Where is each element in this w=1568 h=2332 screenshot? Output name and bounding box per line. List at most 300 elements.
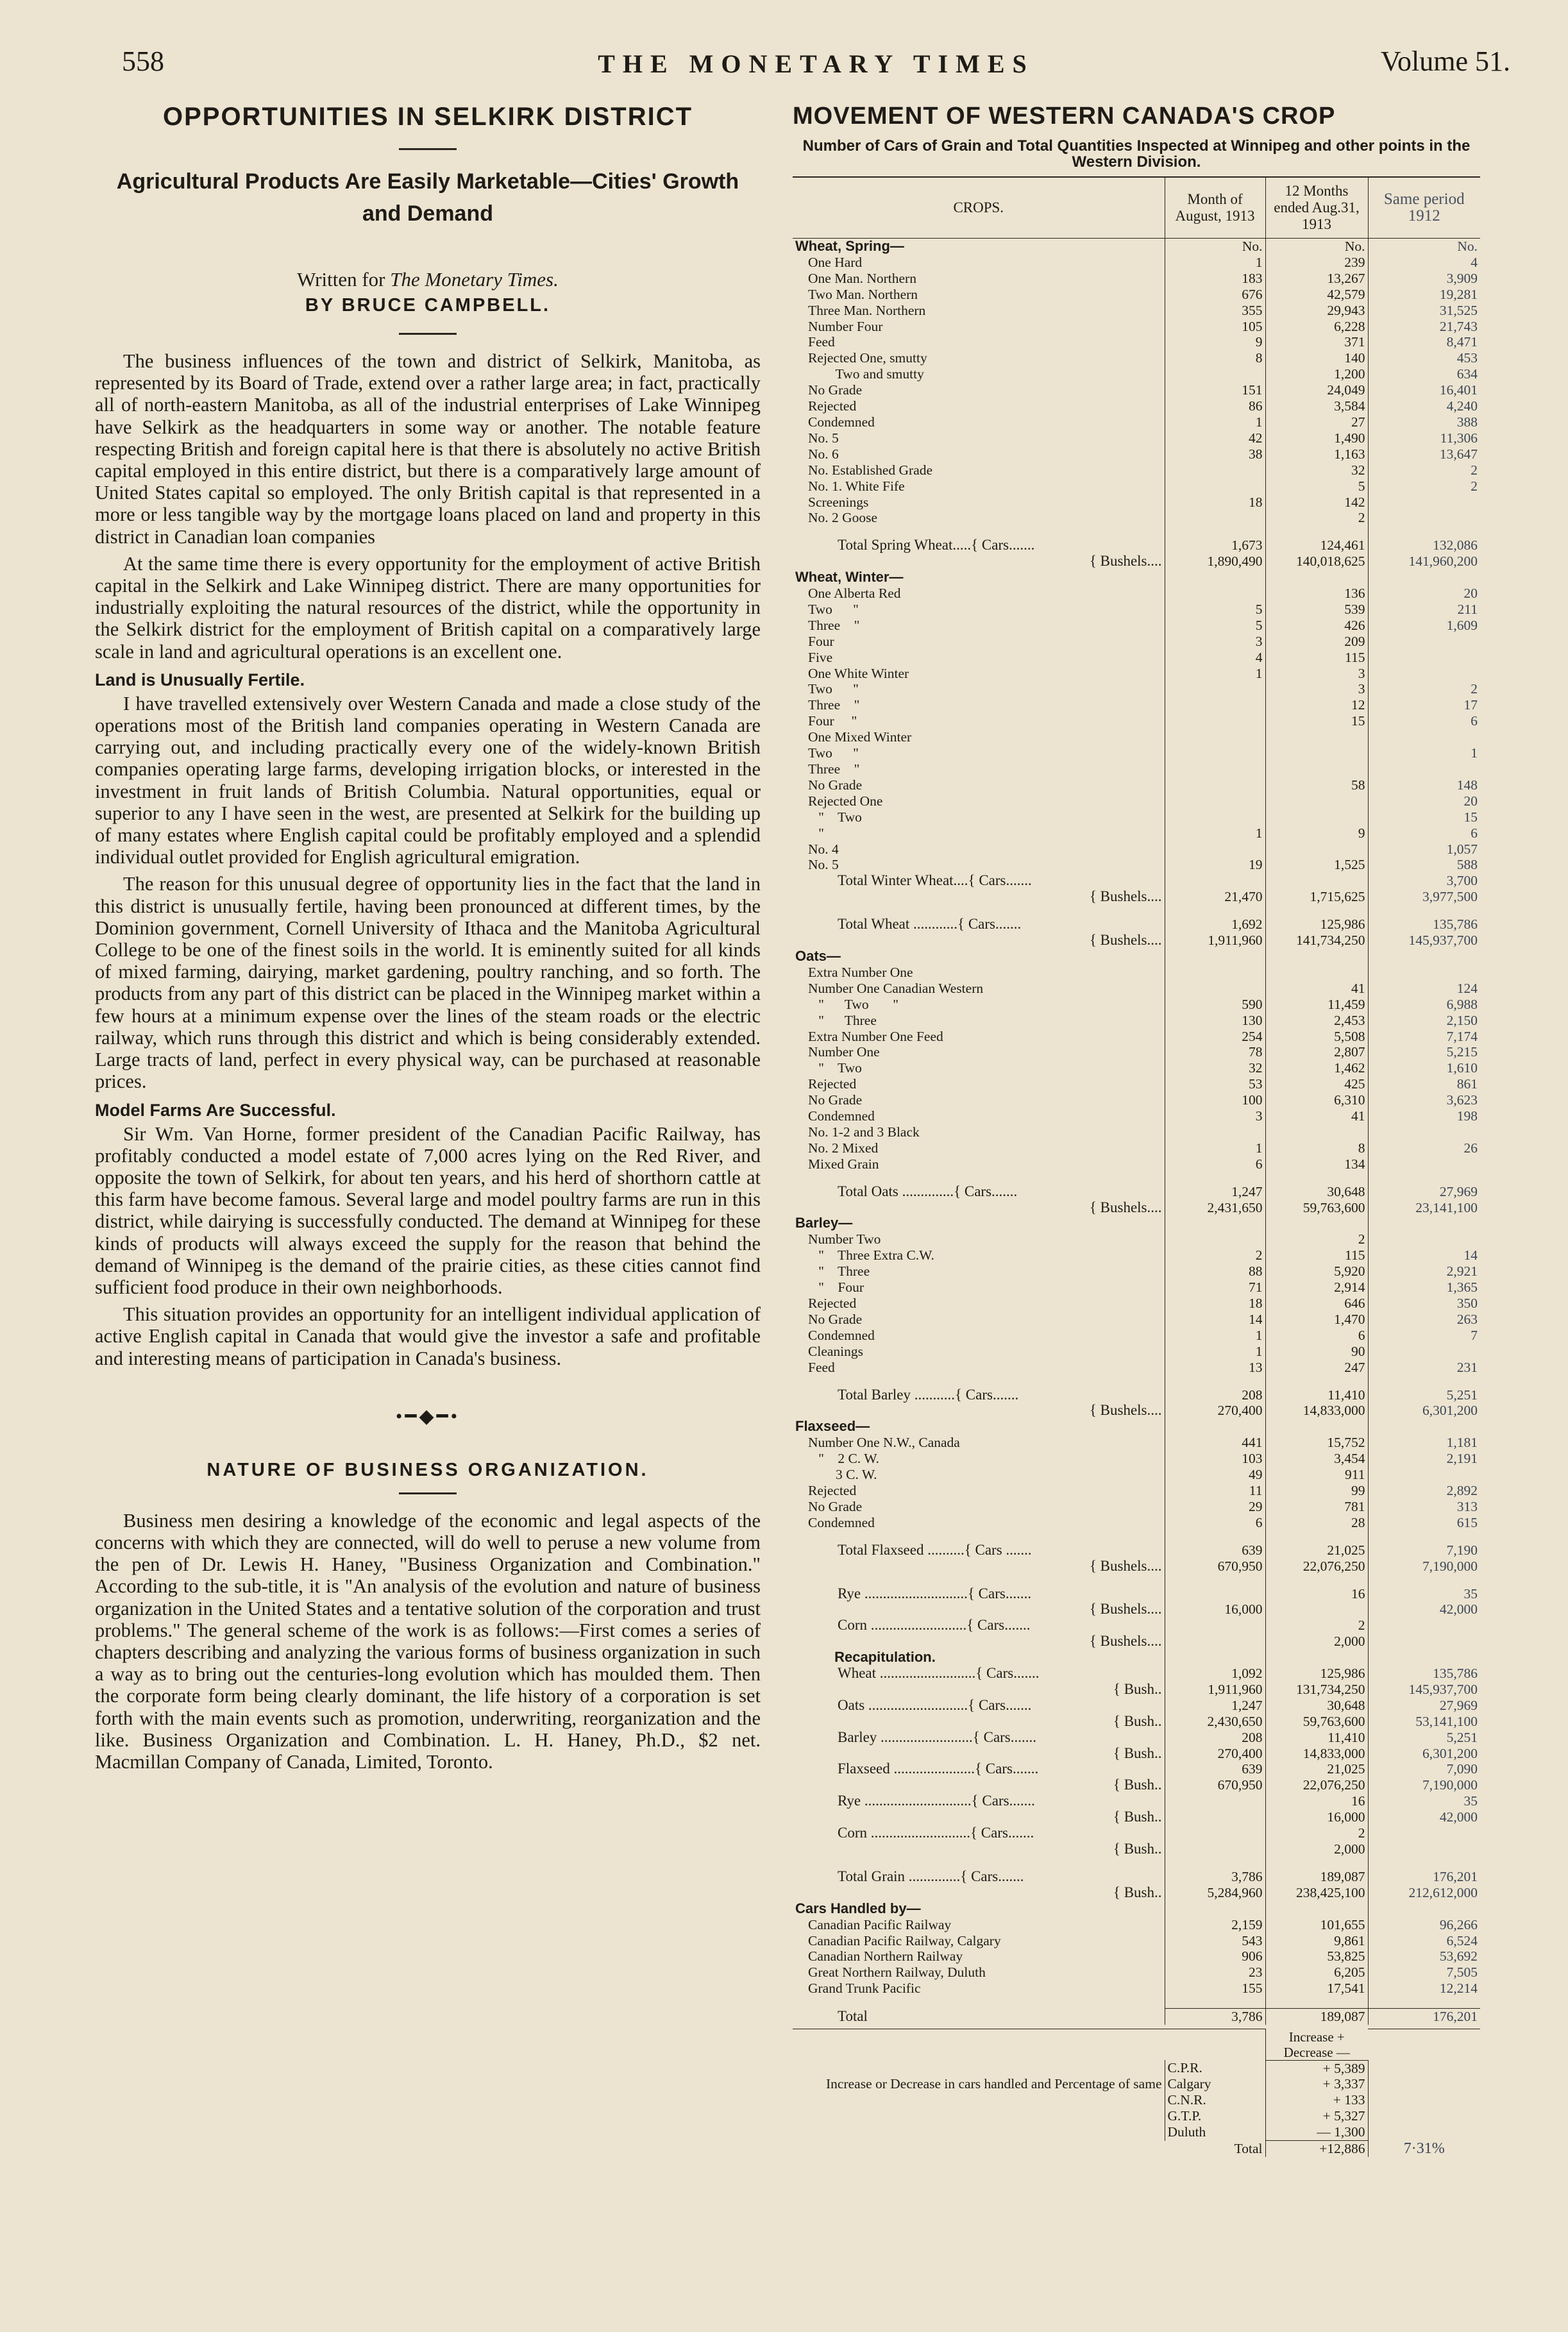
previous-period-value: [1368, 650, 1480, 666]
august-value: [1165, 697, 1265, 713]
twelve-month-value: 13,267: [1265, 271, 1368, 287]
august-value: [1165, 1901, 1265, 1917]
august-value: 441: [1165, 1435, 1265, 1451]
august-value: [1165, 1215, 1265, 1231]
august-value: 676: [1165, 287, 1265, 303]
previous-period-value: 42,000: [1368, 1809, 1480, 1825]
row-label: Two ": [808, 745, 859, 761]
twelve-month-value: 5: [1265, 478, 1368, 494]
row-label: { Bush..: [1113, 1745, 1162, 1761]
row-label: 3 C. W.: [808, 1467, 877, 1483]
twelve-month-value: 2,000: [1265, 1841, 1368, 1857]
spacer-row: [793, 526, 1480, 537]
table-row: [793, 446, 1480, 462]
previous-period-value: 35: [1368, 1793, 1480, 1809]
august-value: 105: [1165, 319, 1265, 335]
previous-period-value: 2,150: [1368, 1013, 1480, 1029]
previous-period-value: 388: [1368, 414, 1480, 430]
row-label: Wheat ..........................{ Cars.......: [838, 1666, 1040, 1682]
row-label: Two Man. Northern: [808, 286, 918, 302]
august-value: 18: [1165, 1296, 1265, 1312]
section-heading-farms: Model Farms Are Successful.: [95, 1100, 336, 1120]
august-value: [1165, 1419, 1265, 1435]
row-label: One Alberta Red: [808, 586, 901, 602]
previous-period-value: 6,301,200: [1368, 1746, 1480, 1762]
left-column: [95, 103, 761, 1778]
previous-period-value: [1368, 1124, 1480, 1140]
row-label: Corn ..........................{ Cars.......: [838, 1618, 1031, 1634]
august-value: 2,430,650: [1165, 1714, 1265, 1730]
twelve-month-value: [1265, 1901, 1368, 1917]
row-label: Oats ...........................{ Cars.......: [838, 1697, 1032, 1713]
previous-period-value: [1368, 1156, 1480, 1172]
increase-label: Increase or Decrease in cars handled and Percentage of same: [826, 2076, 1162, 2092]
august-value: [1165, 1124, 1265, 1140]
total-row: [793, 1403, 1480, 1419]
august-value: 100: [1165, 1092, 1265, 1108]
previous-period-value: 4,240: [1368, 398, 1480, 414]
august-value: 543: [1165, 1933, 1265, 1949]
twelve-month-value: 27: [1265, 414, 1368, 430]
august-value: 21,470: [1165, 889, 1265, 905]
table-row: [793, 666, 1480, 682]
previous-period-value: 2: [1368, 478, 1480, 494]
august-value: 355: [1165, 303, 1265, 319]
previous-period-value: 17: [1368, 697, 1480, 713]
august-value: 130: [1165, 1013, 1265, 1029]
crop-table: [793, 176, 1480, 2025]
previous-period-value: 16,401: [1368, 382, 1480, 398]
august-value: [1165, 681, 1265, 697]
increase-total-label: Total: [1234, 2140, 1263, 2156]
twelve-month-value: 125,986: [1265, 1666, 1368, 1682]
category-row: [793, 1901, 1480, 1917]
table-row: [793, 366, 1480, 382]
august-value: 11: [1165, 1483, 1265, 1499]
twelve-month-value: 646: [1265, 1296, 1368, 1312]
row-label: Great Northern Railway, Duluth: [808, 1964, 986, 1981]
august-value: 86: [1165, 398, 1265, 414]
twelve-month-value: 16: [1265, 1793, 1368, 1809]
table-row: [793, 430, 1480, 446]
table-row: [793, 586, 1480, 602]
row-label: { Bushels....: [1089, 1601, 1162, 1618]
twelve-month-value: [1265, 873, 1368, 889]
previous-period-value: 7: [1368, 1328, 1480, 1344]
row-label: Total Grain ..............{ Cars.......: [838, 1868, 1024, 1884]
twelve-month-value: 239: [1265, 255, 1368, 271]
byline: BY BRUCE CAMPBELL.: [305, 295, 551, 316]
increase-value: — 1,300: [1265, 2124, 1368, 2140]
row-label: " Three: [808, 1012, 877, 1028]
twelve-month-value: 53,825: [1265, 1948, 1368, 1964]
row-label: Number Two: [808, 1231, 881, 1247]
previous-period-value: 27,969: [1368, 1698, 1480, 1714]
previous-period-value: 96,266: [1368, 1917, 1480, 1933]
row-label: { Bush..: [1113, 1713, 1162, 1729]
row-label: Condemned: [808, 1327, 875, 1343]
august-value: 3,786: [1165, 1869, 1265, 1885]
row-label: Four ": [808, 713, 857, 729]
previous-period-value: 7,190,000: [1368, 1777, 1480, 1793]
table-row: [793, 997, 1480, 1013]
row-label: No. 1. White Fife: [808, 478, 905, 494]
twelve-month-value: 6,310: [1265, 1092, 1368, 1108]
previous-period-value: 42,000: [1368, 1601, 1480, 1618]
twelve-month-value: 1,200: [1265, 366, 1368, 382]
total-row: [793, 889, 1480, 905]
august-value: 3: [1165, 1108, 1265, 1124]
previous-period-value: 6,301,200: [1368, 1403, 1480, 1419]
twelve-month-value: 426: [1265, 618, 1368, 634]
row-label: Condemned: [808, 1108, 875, 1124]
row-label: { Bush..: [1113, 1884, 1162, 1900]
august-value: [1165, 809, 1265, 825]
table-row: [793, 494, 1480, 511]
row-label: Flaxseed ......................{ Cars.......: [838, 1761, 1039, 1777]
august-value: No.: [1165, 239, 1265, 255]
total-row: [793, 2009, 1480, 2025]
twelve-month-value: 21,025: [1265, 1761, 1368, 1777]
table-row: [793, 1231, 1480, 1247]
row-label: Rejected: [808, 1482, 857, 1498]
row-label: " Two ": [808, 996, 899, 1012]
total-row: [793, 1601, 1480, 1618]
august-value: 670,950: [1165, 1559, 1265, 1575]
table-row: [793, 1029, 1480, 1045]
august-value: 18: [1165, 494, 1265, 511]
table-row: [793, 255, 1480, 271]
august-value: 1: [1165, 1140, 1265, 1156]
previous-period-value: 35: [1368, 1586, 1480, 1602]
twelve-month-value: [1265, 965, 1368, 981]
row-label: Total Winter Wheat....{ Cars.......: [838, 873, 1032, 889]
august-value: 71: [1165, 1280, 1265, 1296]
paragraph: I have travelled extensively over Western Canada and made a close study of the operations most of the British land companies operating in Western Canada are carrying out, and including practically every one of the widely-known British companies operating large farms, developing irrigation blocks, or interested in the investment in fruit lands of British Columbia. Natural opportunities, equal or superior to any I have seen in the west, are presented at Selkirk for the building up of many estates where English capital could be profitably employed and a splendid individual outlet provided for English agricultural emigration.: [95, 692, 761, 868]
increase-row: [793, 2108, 1480, 2124]
twelve-month-value: [1265, 1215, 1368, 1231]
row-label: Extra Number One Feed: [808, 1028, 943, 1044]
previous-period-value: 453: [1368, 350, 1480, 366]
byline-rule: [399, 333, 457, 335]
row-label: Feed: [808, 334, 835, 350]
page-number: 558: [122, 46, 164, 77]
twelve-month-value: No.: [1265, 239, 1368, 255]
spacer-row: [793, 1172, 1480, 1184]
august-value: 3: [1165, 634, 1265, 650]
row-label: Wheat, Spring—: [795, 238, 904, 254]
increase-value: + 5,389: [1265, 2060, 1368, 2076]
row-label: Three ": [808, 697, 860, 713]
row-label: Rejected: [808, 1076, 857, 1092]
spacer-row: [793, 1857, 1480, 1869]
previous-period-value: 313: [1368, 1499, 1480, 1515]
previous-period-value: 23,141,100: [1368, 1200, 1480, 1216]
previous-period-value: [1368, 965, 1480, 981]
twelve-month-value: 29,943: [1265, 303, 1368, 319]
row-label: Two ": [808, 601, 859, 617]
total-row: [793, 917, 1480, 933]
table-row: [793, 382, 1480, 398]
ornament-divider: •━◆━•: [395, 1405, 460, 1427]
august-value: 6: [1165, 1156, 1265, 1172]
table-row: [793, 965, 1480, 981]
row-label: Extra Number One: [808, 964, 913, 980]
total-row: [793, 553, 1480, 570]
row-label: { Bushels....: [1089, 1199, 1162, 1215]
row-label: Three ": [808, 617, 860, 633]
august-value: 5,284,960: [1165, 1885, 1265, 1901]
twelve-month-value: [1265, 1419, 1368, 1435]
previous-period-value: [1368, 1215, 1480, 1231]
previous-period-value: 6: [1368, 713, 1480, 729]
railway-label: Calgary: [1165, 2076, 1265, 2092]
previous-period-value: 6,524: [1368, 1933, 1480, 1949]
article-body-2: [95, 693, 761, 1093]
august-value: [1165, 1231, 1265, 1247]
table-row: [793, 825, 1480, 841]
total-row: [793, 1586, 1480, 1602]
twelve-month-value: [1265, 949, 1368, 965]
twelve-month-value: 134: [1265, 1156, 1368, 1172]
twelve-month-value: 1,525: [1265, 857, 1368, 873]
table-row: [793, 745, 1480, 761]
previous-period-value: 7,174: [1368, 1029, 1480, 1045]
row-label: Total Wheat ............{ Cars.......: [838, 917, 1022, 933]
row-label: Two ": [808, 681, 859, 697]
paragraph: Sir Wm. Van Horne, former president of the Canadian Pacific Railway, has profitably conducted a model estate of 7,000 acres lying on the Red River, and opposite the town of Selkirk, for about ten years, and his herd of shorthorn cattle at this farm have become famous. Several large and model poultry farms are run in this district, while dairying is successfully conducted. The demand at Winnipeg for these kinds of products will always exceed the supply for the reason that behind the demand of Winnipeg is the demand of the prairie cities, as these cities cannot find sufficient food produce in their own neighborhoods.: [95, 1122, 761, 1298]
previous-period-value: [1368, 634, 1480, 650]
table-row: [793, 777, 1480, 793]
august-value: 183: [1165, 271, 1265, 287]
twelve-month-value: 125,986: [1265, 917, 1368, 933]
row-label: Rye ............................{ Cars.......: [838, 1585, 1032, 1601]
twelve-month-value: [1265, 761, 1368, 777]
previous-period-value: 212,612,000: [1368, 1885, 1480, 1901]
previous-period-value: [1368, 666, 1480, 682]
august-value: 1,247: [1165, 1184, 1265, 1200]
previous-period-value: 211: [1368, 602, 1480, 618]
row-label: { Bushels....: [1089, 1558, 1162, 1574]
total-row: [793, 1698, 1480, 1714]
row-label: Three ": [808, 761, 860, 777]
twelve-month-value: 781: [1265, 1499, 1368, 1515]
twelve-month-value: 3,584: [1265, 398, 1368, 414]
august-value: [1165, 510, 1265, 526]
august-value: 1,911,960: [1165, 1682, 1265, 1698]
table-row: [793, 761, 1480, 777]
twelve-month-value: [1265, 809, 1368, 825]
august-value: [1165, 949, 1265, 965]
previous-period-value: 1: [1368, 745, 1480, 761]
previous-period-value: 7,190,000: [1368, 1559, 1480, 1575]
row-label: Rye .............................{ Cars.......: [838, 1793, 1035, 1809]
total-row: [793, 1682, 1480, 1698]
page-header: [122, 45, 1510, 90]
table-row: [793, 1092, 1480, 1108]
row-label: Cleanings: [808, 1343, 863, 1359]
previous-period-value: 135,786: [1368, 917, 1480, 933]
twelve-month-value: 9: [1265, 825, 1368, 841]
previous-period-value: 3,909: [1368, 271, 1480, 287]
previous-period-value: [1368, 1841, 1480, 1857]
previous-period-value: 634: [1368, 366, 1480, 382]
total-row: [793, 1184, 1480, 1200]
table-row: [793, 681, 1480, 697]
total-row: [793, 1634, 1480, 1650]
table-row: [793, 1247, 1480, 1263]
twelve-month-value: 131,734,250: [1265, 1682, 1368, 1698]
spacer-row: [793, 1531, 1480, 1542]
previous-period-value: 1,610: [1368, 1060, 1480, 1076]
august-value: 1: [1165, 414, 1265, 430]
crop-table-subtitle: Number of Cars of Grain and Total Quantities Inspected at Winnipeg and other points in the Western Division.: [802, 137, 1471, 171]
twelve-month-value: 5,508: [1265, 1029, 1368, 1045]
row-label: Five: [808, 649, 833, 665]
previous-period-value: 176,201: [1368, 1869, 1480, 1885]
row-label: One Hard: [808, 254, 863, 270]
table-row: [793, 1108, 1480, 1124]
row-label: Screenings: [808, 494, 869, 510]
title-rule: [399, 148, 457, 150]
row-label: Flaxseed—: [795, 1419, 870, 1435]
row-label: One Mixed Winter: [808, 729, 912, 745]
twelve-month-value: 209: [1265, 634, 1368, 650]
previous-period-value: 21,743: [1368, 319, 1480, 335]
railway-label: C.P.R.: [1165, 2060, 1265, 2076]
twelve-month-value: 142: [1265, 494, 1368, 511]
previous-period-value: 8,471: [1368, 334, 1480, 350]
twelve-month-value: 2: [1265, 1231, 1368, 1247]
table-row: [793, 1263, 1480, 1280]
column-header: Month of August, 1913: [1165, 177, 1265, 239]
right-column: [793, 103, 1480, 2157]
row-label: { Bush..: [1113, 1681, 1162, 1697]
row-label: Total Barley ...........{ Cars.......: [838, 1387, 1019, 1403]
august-value: [1165, 777, 1265, 793]
previous-period-value: 5,251: [1368, 1387, 1480, 1403]
row-label: Feed: [808, 1359, 835, 1375]
twelve-month-value: 1,470: [1265, 1312, 1368, 1328]
previous-period-value: 263: [1368, 1312, 1480, 1328]
row-label: " Three Extra C.W.: [808, 1247, 934, 1263]
total-row: [793, 1841, 1480, 1857]
row-label: Condemned: [808, 1514, 875, 1530]
august-value: [1165, 1650, 1265, 1666]
twelve-month-value: 2,000: [1265, 1634, 1368, 1650]
previous-period-value: [1368, 1419, 1480, 1435]
table-row: [793, 1360, 1480, 1376]
row-label: { Bushels....: [1089, 553, 1162, 570]
row-label: { Bushels....: [1089, 1403, 1162, 1419]
previous-period-value: 53,141,100: [1368, 1714, 1480, 1730]
total-row: [793, 1885, 1480, 1901]
previous-period-value: 1,057: [1368, 841, 1480, 858]
august-value: 1: [1165, 1344, 1265, 1360]
row-label: Four: [808, 633, 834, 649]
table-row: [793, 1280, 1480, 1296]
twelve-month-value: [1265, 729, 1368, 745]
table-row: [793, 1917, 1480, 1933]
previous-period-value: 861: [1368, 1076, 1480, 1092]
august-value: 208: [1165, 1387, 1265, 1403]
total-row: [793, 1746, 1480, 1762]
increase-total-row: [793, 2141, 1480, 2157]
table-row: [793, 1044, 1480, 1060]
increase-table: [793, 2029, 1480, 2157]
paragraph: Business men desiring a knowledge of the economic and legal aspects of the concerns with which they are connected, will do well to peruse a new volume from the pen of Dr. Lewis H. Haney, "Business Organization and Combination." According to the sub-title, it is "An analysis of the evolution and nature of business organization in the United States and a tentative solution of the corporation and trust problems." The general scheme of the work is as follows:—First comes a series of chapters describing and analyzing the various forms of business organization in such a way as to bring out the centuries-long evolution which has moulded them. Then the corporate form being clearly dominant, the life history of a corporation is set forth with the main events such as promotion, underwriting, reorganization and the like. Business Organization and Combination. L. H. Haney, Ph.D., $2 net. Macmillan Company of Canada, Limited, Toronto.: [95, 1509, 761, 1773]
august-value: 1: [1165, 1328, 1265, 1344]
previous-period-value: 135,786: [1368, 1666, 1480, 1682]
table-row: [793, 1328, 1480, 1344]
august-value: 103: [1165, 1451, 1265, 1467]
row-label: Two and smutty: [808, 366, 924, 382]
table-row: [793, 713, 1480, 729]
row-label: { Bushels....: [1089, 1634, 1162, 1650]
row-label: No Grade: [808, 1498, 863, 1514]
total-row: [793, 1809, 1480, 1825]
previous-period-value: [1368, 1650, 1480, 1666]
paragraph: The reason for this unusual degree of opportunity lies in the fact that the land in this district is unusually fertile, having been pronounced at different times, by the Dominion government, Cornell University of Ithaca and the Manitoba Agricultural College to be one of the finest soils in the world. It is eminently suited for all kinds of mixed farming, dairying, market gardening, poultry ranching, and so forth. The products from any part of this district can be placed in the Winnipeg market within a few hours at a minimum expense over the lines of the steam roads or the electric railway, which runs through this district and which is being considerably extended. Large tracts of land, perfect in every physical way, can be purchased at reasonable prices.: [95, 873, 761, 1093]
row-label: No Grade: [808, 382, 863, 398]
twelve-month-value: [1265, 1124, 1368, 1140]
table-row: [793, 1124, 1480, 1140]
twelve-month-value: 28: [1265, 1515, 1368, 1531]
august-value: [1165, 1809, 1265, 1825]
twelve-month-value: [1265, 570, 1368, 586]
table-row: [793, 1933, 1480, 1949]
row-label: No. Established Grade: [808, 462, 933, 478]
twelve-month-value: 99: [1265, 1483, 1368, 1499]
august-value: 270,400: [1165, 1403, 1265, 1419]
august-value: 88: [1165, 1263, 1265, 1280]
twelve-month-value: 58: [1265, 777, 1368, 793]
august-value: 5: [1165, 602, 1265, 618]
increase-header: Increase + Decrease —: [1265, 2029, 1368, 2061]
article-title: OPPORTUNITIES IN SELKIRK DISTRICT: [162, 103, 693, 131]
row-label: " Two: [808, 809, 862, 825]
twelve-month-value: 15: [1265, 713, 1368, 729]
row-label: Total Oats ..............{ Cars.......: [838, 1183, 1018, 1199]
twelve-month-value: 9,861: [1265, 1933, 1368, 1949]
table-row: [793, 1013, 1480, 1029]
august-value: 6: [1165, 1515, 1265, 1531]
previous-period-value: 1,365: [1368, 1280, 1480, 1296]
article-subtitle: Agricultural Products Are Easily Marketable—Cities' Growth and Demand: [116, 169, 739, 226]
row-label: Cars Handled by—: [795, 1900, 921, 1916]
previous-period-value: 2: [1368, 462, 1480, 478]
row-label: One Man. Northern: [808, 270, 916, 286]
table-row: [793, 1344, 1480, 1360]
twelve-month-value: 16: [1265, 1586, 1368, 1602]
previous-period-value: 145,937,700: [1368, 1682, 1480, 1698]
august-value: [1165, 841, 1265, 858]
increase-value: + 133: [1265, 2092, 1368, 2108]
august-value: 1,692: [1165, 917, 1265, 933]
august-value: 670,950: [1165, 1777, 1265, 1793]
total-row: [793, 1825, 1480, 1841]
august-value: [1165, 1586, 1265, 1602]
table-row: [793, 1483, 1480, 1499]
twelve-month-value: 141,734,250: [1265, 933, 1368, 949]
august-value: [1165, 462, 1265, 478]
row-label: { Bush..: [1113, 1841, 1162, 1857]
row-label: Barley—: [795, 1215, 853, 1231]
previous-period-value: 141,960,200: [1368, 553, 1480, 570]
twelve-month-value: [1265, 1650, 1368, 1666]
previous-period-value: 53,692: [1368, 1948, 1480, 1964]
august-value: 19: [1165, 857, 1265, 873]
